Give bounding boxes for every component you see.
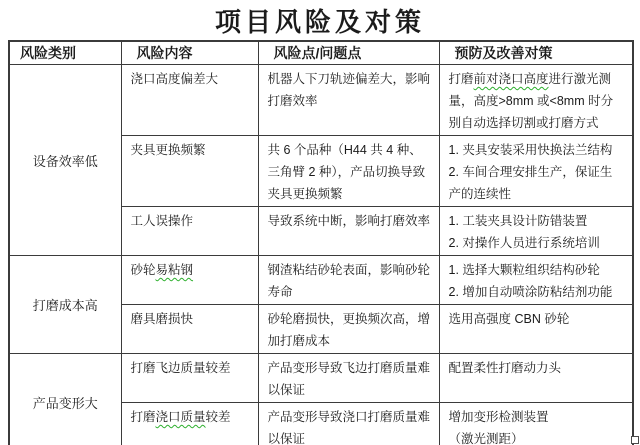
risk-category-cell: 设备效率低	[9, 65, 121, 256]
spellcheck-underline: 浇口质量	[155, 410, 206, 424]
cell-text: 1. 选择大颗粒组织结构砂轮 2. 增加自动喷涂防粘结剂功能	[448, 263, 613, 299]
countermeasure-cell	[439, 207, 633, 256]
risk-point-cell	[258, 207, 439, 256]
table-body	[9, 65, 633, 445]
risk-point-cell	[258, 65, 439, 136]
cell-text: 钢渣粘结砂轮表面，影响砂轮寿命	[267, 263, 431, 299]
cell-text: 产品变形导致飞边打磨质量难以保证	[267, 361, 431, 397]
cell-text: 工人误操作	[130, 214, 194, 228]
cell-text: 配置柔性打磨动力头	[448, 361, 562, 375]
cell-text: 1. 工装夹具设计防错装置 2. 对操作人员进行系统培训	[448, 214, 600, 250]
risk-point-cell	[258, 403, 439, 445]
risk-content-cell	[121, 305, 258, 354]
table-row	[9, 354, 633, 403]
cell-text: 浇口高度偏差大	[130, 72, 219, 86]
cell-text: 选用高强度 CBN 砂轮	[448, 312, 570, 326]
column-header: 预防及改善对策	[439, 41, 633, 65]
cell-text: 砂轮	[130, 263, 156, 277]
cell-text: 夹具更换频繁	[130, 143, 206, 157]
cell-text: 导致系统中断，影响打磨效率	[267, 214, 431, 228]
countermeasure-cell	[439, 403, 633, 445]
table-row	[9, 65, 633, 136]
cell-text: 打磨	[448, 72, 474, 86]
countermeasure-cell	[439, 136, 633, 207]
risk-content-cell	[121, 65, 258, 136]
cell-text: 较差	[205, 410, 231, 424]
countermeasure-cell	[439, 65, 633, 136]
spellcheck-underline: 易粘钢	[155, 263, 194, 277]
spellcheck-underline: 前对浇口高度	[473, 72, 549, 86]
risk-category-cell: 打磨成本高	[9, 256, 121, 354]
countermeasure-cell	[439, 305, 633, 354]
page-title: 项目风险及对策	[214, 8, 425, 37]
risk-category-cell: 产品变形大	[9, 354, 121, 445]
cell-text: 进行激光测量，高度>8mm 或<8mm 时分别自动选择切割或打磨方式	[448, 72, 614, 130]
column-header: 风险点/问题点	[258, 41, 439, 65]
risk-point-cell	[258, 136, 439, 207]
table-header-row	[9, 41, 633, 65]
cell-text: 产品变形导致浇口打磨质量难以保证	[267, 410, 431, 445]
risk-table-container	[8, 40, 634, 445]
risk-point-cell	[258, 256, 439, 305]
countermeasure-cell	[439, 354, 633, 403]
countermeasure-cell	[439, 256, 633, 305]
column-header: 风险类别	[9, 41, 121, 65]
risk-content-cell	[121, 403, 258, 445]
cell-text: 打磨	[130, 410, 156, 424]
risk-content-cell	[121, 354, 258, 403]
risk-point-cell	[258, 305, 439, 354]
risk-content-cell	[121, 136, 258, 207]
cell-text: 1. 夹具安装采用快换法兰结构 2. 车间合理安排生产，保证生产的连续性	[448, 143, 613, 201]
cell-text: 机器人下刀轨迹偏差大，影响打磨效率	[267, 72, 431, 108]
table-head	[9, 41, 633, 65]
risk-table	[8, 40, 634, 445]
risk-content-cell	[121, 207, 258, 256]
cell-text: 增加变形检测装置 （激光测距）	[448, 410, 549, 445]
cell-text: 磨具磨损快	[130, 312, 194, 326]
risk-content-cell	[121, 256, 258, 305]
table-row	[9, 256, 633, 305]
risk-point-cell	[258, 354, 439, 403]
table-resize-handle	[631, 436, 639, 444]
cell-text: 共 6 个品种（H44 共 4 种、三角臂 2 种），产品切换导致夹具更换频繁	[267, 143, 426, 201]
cell-text: 砂轮磨损快，更换频次高，增加打磨成本	[267, 312, 431, 348]
column-header: 风险内容	[121, 41, 258, 65]
cell-text: 打磨飞边质量较差	[130, 361, 231, 375]
